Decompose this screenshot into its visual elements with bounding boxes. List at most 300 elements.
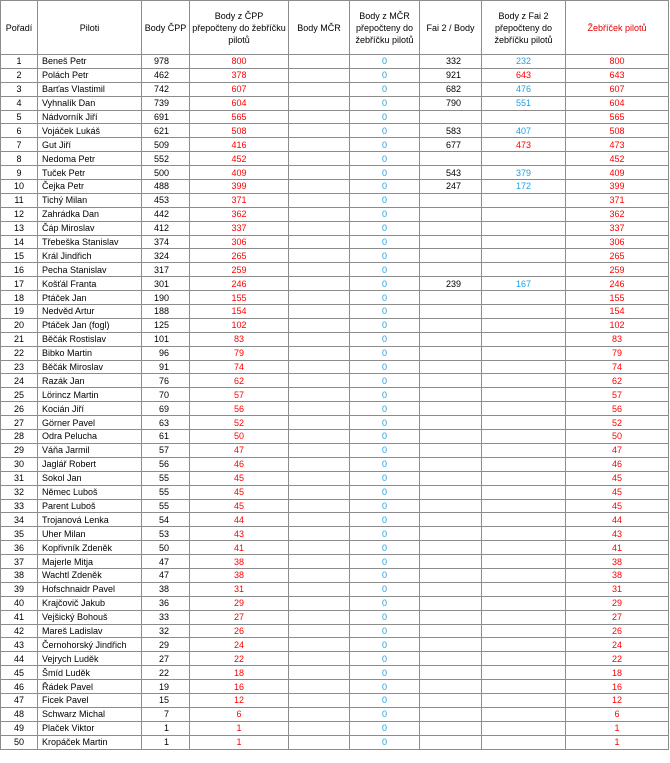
cell-fai-converted — [482, 624, 566, 638]
cell-cpp: 500 — [142, 166, 190, 180]
header-fai: Fai 2 / Body — [420, 1, 482, 55]
cell-cpp: 324 — [142, 249, 190, 263]
cell-cpp-converted: 1 — [190, 721, 289, 735]
table-row — [1, 318, 669, 332]
cell-rank: 4 — [1, 96, 38, 110]
cell-fai — [420, 457, 482, 471]
cell-rank: 32 — [1, 485, 38, 499]
cell-mcr — [289, 124, 350, 138]
cell-cpp-converted: 306 — [190, 235, 289, 249]
cell-mcr — [289, 638, 350, 652]
cell-cpp-converted: 38 — [190, 568, 289, 582]
table-row — [1, 513, 669, 527]
cell-cpp-converted: 29 — [190, 596, 289, 610]
cell-mcr-converted: 0 — [350, 374, 420, 388]
cell-fai — [420, 680, 482, 694]
cell-rank: 40 — [1, 596, 38, 610]
table-row — [1, 374, 669, 388]
cell-cpp: 301 — [142, 277, 190, 291]
cell-total: 452 — [566, 152, 669, 166]
cell-pilot: Třebeška Stanislav — [38, 235, 142, 249]
cell-total: 306 — [566, 235, 669, 249]
cell-fai-converted: 473 — [482, 138, 566, 152]
cell-cpp: 188 — [142, 305, 190, 319]
cell-rank: 19 — [1, 305, 38, 319]
cell-pilot: Razák Jan — [38, 374, 142, 388]
cell-total: 38 — [566, 555, 669, 569]
cell-fai-converted — [482, 735, 566, 749]
cell-fai — [420, 443, 482, 457]
cell-pilot: Kocián Jiří — [38, 402, 142, 416]
cell-mcr-converted: 0 — [350, 207, 420, 221]
cell-pilot: Schwarz Michal — [38, 707, 142, 721]
cell-cpp: 33 — [142, 610, 190, 624]
cell-fai — [420, 693, 482, 707]
cell-mcr-converted: 0 — [350, 193, 420, 207]
cell-mcr — [289, 221, 350, 235]
cell-fai-converted — [482, 499, 566, 513]
cell-mcr-converted: 0 — [350, 638, 420, 652]
cell-rank: 33 — [1, 499, 38, 513]
cell-rank: 48 — [1, 707, 38, 721]
header-rank: Pořadí — [1, 1, 38, 55]
cell-rank: 17 — [1, 277, 38, 291]
header-cpp: Body ČPP — [142, 1, 190, 55]
cell-cpp: 36 — [142, 596, 190, 610]
cell-fai-converted — [482, 582, 566, 596]
cell-cpp: 38 — [142, 582, 190, 596]
cell-mcr — [289, 249, 350, 263]
cell-fai — [420, 596, 482, 610]
cell-total: 508 — [566, 124, 669, 138]
cell-rank: 39 — [1, 582, 38, 596]
cell-mcr — [289, 207, 350, 221]
cell-fai — [420, 568, 482, 582]
cell-rank: 23 — [1, 360, 38, 374]
cell-fai-converted — [482, 652, 566, 666]
cell-rank: 31 — [1, 471, 38, 485]
table-row — [1, 207, 669, 221]
cell-pilot: Vyhnalík Dan — [38, 96, 142, 110]
cell-total: 56 — [566, 402, 669, 416]
cell-cpp: 22 — [142, 666, 190, 680]
cell-cpp-converted: 41 — [190, 541, 289, 555]
table-row — [1, 430, 669, 444]
cell-cpp-converted: 45 — [190, 471, 289, 485]
cell-mcr-converted: 0 — [350, 68, 420, 82]
cell-fai — [420, 652, 482, 666]
cell-fai-converted: 379 — [482, 166, 566, 180]
cell-rank: 46 — [1, 680, 38, 694]
cell-mcr-converted: 0 — [350, 318, 420, 332]
table-row — [1, 346, 669, 360]
cell-mcr-converted: 0 — [350, 610, 420, 624]
cell-cpp-converted: 46 — [190, 457, 289, 471]
cell-pilot: Čejka Petr — [38, 180, 142, 194]
table-row — [1, 305, 669, 319]
cell-cpp: 55 — [142, 471, 190, 485]
table-row — [1, 457, 669, 471]
cell-fai-converted — [482, 555, 566, 569]
cell-mcr-converted: 0 — [350, 527, 420, 541]
cell-cpp: 32 — [142, 624, 190, 638]
cell-mcr — [289, 610, 350, 624]
cell-fai-converted — [482, 346, 566, 360]
cell-total: 473 — [566, 138, 669, 152]
cell-total: 1 — [566, 721, 669, 735]
cell-cpp: 101 — [142, 332, 190, 346]
table-row — [1, 416, 669, 430]
cell-mcr-converted: 0 — [350, 180, 420, 194]
cell-fai — [420, 485, 482, 499]
cell-rank: 13 — [1, 221, 38, 235]
cell-cpp-converted: 259 — [190, 263, 289, 277]
table-row — [1, 180, 669, 194]
cell-total: 409 — [566, 166, 669, 180]
cell-total: 62 — [566, 374, 669, 388]
cell-rank: 30 — [1, 457, 38, 471]
cell-fai — [420, 624, 482, 638]
cell-mcr — [289, 471, 350, 485]
cell-total: 31 — [566, 582, 669, 596]
cell-pilot: Parent Luboš — [38, 499, 142, 513]
cell-cpp-converted: 74 — [190, 360, 289, 374]
cell-fai-converted — [482, 152, 566, 166]
cell-mcr — [289, 485, 350, 499]
table-row — [1, 193, 669, 207]
cell-pilot: Šmíd Luděk — [38, 666, 142, 680]
cell-cpp-converted: 604 — [190, 96, 289, 110]
cell-rank: 44 — [1, 652, 38, 666]
cell-mcr-converted: 0 — [350, 305, 420, 319]
table-row — [1, 263, 669, 277]
cell-rank: 15 — [1, 249, 38, 263]
cell-cpp: 1 — [142, 735, 190, 749]
table-row — [1, 652, 669, 666]
cell-mcr — [289, 82, 350, 96]
cell-cpp-converted: 47 — [190, 443, 289, 457]
cell-total: 57 — [566, 388, 669, 402]
cell-cpp: 47 — [142, 568, 190, 582]
cell-mcr-converted: 0 — [350, 235, 420, 249]
cell-rank: 10 — [1, 180, 38, 194]
cell-total: 604 — [566, 96, 669, 110]
cell-cpp: 29 — [142, 638, 190, 652]
cell-total: 45 — [566, 485, 669, 499]
cell-cpp-converted: 6 — [190, 707, 289, 721]
cell-cpp-converted: 416 — [190, 138, 289, 152]
cell-rank: 50 — [1, 735, 38, 749]
cell-pilot: Ptáček Jan — [38, 291, 142, 305]
cell-cpp: 27 — [142, 652, 190, 666]
cell-fai — [420, 471, 482, 485]
cell-total: 362 — [566, 207, 669, 221]
cell-fai-converted — [482, 541, 566, 555]
cell-fai-converted — [482, 568, 566, 582]
cell-mcr-converted: 0 — [350, 582, 420, 596]
cell-pilot: Běčák Rostislav — [38, 332, 142, 346]
cell-fai-converted — [482, 443, 566, 457]
cell-mcr — [289, 735, 350, 749]
table-row — [1, 152, 669, 166]
cell-mcr — [289, 527, 350, 541]
cell-rank: 3 — [1, 82, 38, 96]
cell-fai — [420, 582, 482, 596]
cell-mcr-converted: 0 — [350, 291, 420, 305]
table-row — [1, 443, 669, 457]
table-row — [1, 693, 669, 707]
cell-cpp: 442 — [142, 207, 190, 221]
cell-cpp-converted: 607 — [190, 82, 289, 96]
cell-cpp: 50 — [142, 541, 190, 555]
cell-mcr — [289, 360, 350, 374]
header-row — [1, 1, 669, 55]
cell-cpp: 47 — [142, 555, 190, 569]
cell-total: 74 — [566, 360, 669, 374]
cell-mcr — [289, 152, 350, 166]
cell-mcr — [289, 96, 350, 110]
cell-mcr — [289, 402, 350, 416]
cell-total: 399 — [566, 180, 669, 194]
cell-pilot: Řádek Pavel — [38, 680, 142, 694]
cell-rank: 8 — [1, 152, 38, 166]
cell-mcr — [289, 624, 350, 638]
cell-mcr — [289, 693, 350, 707]
table-row — [1, 680, 669, 694]
cell-total: 83 — [566, 332, 669, 346]
cell-mcr — [289, 568, 350, 582]
cell-mcr-converted: 0 — [350, 82, 420, 96]
table-row — [1, 596, 669, 610]
cell-fai: 790 — [420, 96, 482, 110]
cell-cpp-converted: 57 — [190, 388, 289, 402]
cell-fai-converted — [482, 193, 566, 207]
cell-cpp-converted: 102 — [190, 318, 289, 332]
cell-fai-converted — [482, 291, 566, 305]
cell-rank: 20 — [1, 318, 38, 332]
cell-mcr — [289, 68, 350, 82]
cell-rank: 28 — [1, 430, 38, 444]
cell-rank: 45 — [1, 666, 38, 680]
cell-cpp: 55 — [142, 485, 190, 499]
cell-fai — [420, 430, 482, 444]
cell-mcr-converted: 0 — [350, 541, 420, 555]
cell-fai-converted — [482, 249, 566, 263]
cell-mcr-converted: 0 — [350, 416, 420, 430]
cell-fai: 543 — [420, 166, 482, 180]
cell-total: 16 — [566, 680, 669, 694]
table-row — [1, 721, 669, 735]
header-mcr-converted: Body z MČR přepočteny do žebříčku pilotů — [350, 1, 420, 55]
cell-rank: 2 — [1, 68, 38, 82]
cell-cpp: 63 — [142, 416, 190, 430]
cell-fai-converted — [482, 360, 566, 374]
cell-total: 43 — [566, 527, 669, 541]
cell-fai-converted — [482, 305, 566, 319]
cell-rank: 11 — [1, 193, 38, 207]
table-row — [1, 110, 669, 124]
cell-rank: 43 — [1, 638, 38, 652]
cell-pilot: Barťas Vlastimil — [38, 82, 142, 96]
cell-mcr-converted: 0 — [350, 263, 420, 277]
table-row — [1, 582, 669, 596]
cell-pilot: Sokol Jan — [38, 471, 142, 485]
cell-rank: 49 — [1, 721, 38, 735]
cell-total: 41 — [566, 541, 669, 555]
cell-mcr — [289, 235, 350, 249]
cell-fai — [420, 346, 482, 360]
header-cpp-converted: Body z ČPP přepočteny do žebříčku pilotů — [190, 1, 289, 55]
cell-mcr — [289, 305, 350, 319]
cell-mcr-converted: 0 — [350, 152, 420, 166]
table-row — [1, 124, 669, 138]
cell-cpp-converted: 22 — [190, 652, 289, 666]
cell-total: 38 — [566, 568, 669, 582]
cell-fai — [420, 249, 482, 263]
cell-cpp-converted: 62 — [190, 374, 289, 388]
cell-fai-converted — [482, 721, 566, 735]
cell-fai-converted: 167 — [482, 277, 566, 291]
cell-cpp: 978 — [142, 55, 190, 69]
cell-pilot: Váňa Jarmil — [38, 443, 142, 457]
cell-mcr-converted: 0 — [350, 277, 420, 291]
cell-rank: 27 — [1, 416, 38, 430]
cell-pilot: Wachtl Zdeněk — [38, 568, 142, 582]
cell-rank: 29 — [1, 443, 38, 457]
cell-cpp: 691 — [142, 110, 190, 124]
table-row — [1, 277, 669, 291]
cell-total: 265 — [566, 249, 669, 263]
cell-mcr — [289, 430, 350, 444]
cell-rank: 35 — [1, 527, 38, 541]
header-fai-converted: Body z Fai 2 přepočteny do žebříčku pilotů — [482, 1, 566, 55]
cell-cpp-converted: 38 — [190, 555, 289, 569]
cell-fai-converted — [482, 110, 566, 124]
cell-fai — [420, 499, 482, 513]
cell-mcr — [289, 180, 350, 194]
table-row — [1, 555, 669, 569]
cell-mcr-converted: 0 — [350, 360, 420, 374]
cell-cpp-converted: 16 — [190, 680, 289, 694]
cell-pilot: Čáp Miroslav — [38, 221, 142, 235]
cell-cpp: 56 — [142, 457, 190, 471]
cell-mcr — [289, 707, 350, 721]
cell-pilot: Nedvěd Artur — [38, 305, 142, 319]
cell-fai — [420, 527, 482, 541]
cell-cpp: 76 — [142, 374, 190, 388]
cell-pilot: Mareš Ladislav — [38, 624, 142, 638]
cell-rank: 47 — [1, 693, 38, 707]
cell-pilot: Hofschnaidr Pavel — [38, 582, 142, 596]
cell-cpp: 15 — [142, 693, 190, 707]
cell-mcr — [289, 277, 350, 291]
cell-fai-converted — [482, 485, 566, 499]
cell-mcr — [289, 555, 350, 569]
cell-cpp: 19 — [142, 680, 190, 694]
cell-mcr-converted: 0 — [350, 96, 420, 110]
cell-fai-converted — [482, 471, 566, 485]
cell-cpp: 61 — [142, 430, 190, 444]
cell-total: 6 — [566, 707, 669, 721]
cell-mcr — [289, 193, 350, 207]
cell-rank: 18 — [1, 291, 38, 305]
cell-total: 46 — [566, 457, 669, 471]
cell-fai — [420, 374, 482, 388]
cell-fai-converted — [482, 666, 566, 680]
cell-rank: 24 — [1, 374, 38, 388]
cell-cpp: 374 — [142, 235, 190, 249]
cell-cpp-converted: 155 — [190, 291, 289, 305]
cell-total: 259 — [566, 263, 669, 277]
cell-pilot: Nedoma Petr — [38, 152, 142, 166]
cell-mcr-converted: 0 — [350, 513, 420, 527]
cell-mcr-converted: 0 — [350, 221, 420, 235]
cell-fai-converted — [482, 707, 566, 721]
cell-fai — [420, 318, 482, 332]
cell-pilot: Kropáček Martin — [38, 735, 142, 749]
table-row — [1, 471, 669, 485]
cell-total: 565 — [566, 110, 669, 124]
cell-mcr — [289, 499, 350, 513]
cell-rank: 25 — [1, 388, 38, 402]
cell-fai — [420, 721, 482, 735]
cell-cpp: 1 — [142, 721, 190, 735]
cell-mcr — [289, 291, 350, 305]
cell-pilot: Ptáček Jan (fogl) — [38, 318, 142, 332]
cell-total: 1 — [566, 735, 669, 749]
cell-fai-converted — [482, 221, 566, 235]
cell-pilot: Polách Petr — [38, 68, 142, 82]
cell-rank: 9 — [1, 166, 38, 180]
cell-mcr-converted: 0 — [350, 735, 420, 749]
cell-cpp-converted: 26 — [190, 624, 289, 638]
cell-fai — [420, 638, 482, 652]
cell-total: 607 — [566, 82, 669, 96]
cell-mcr-converted: 0 — [350, 55, 420, 69]
cell-rank: 16 — [1, 263, 38, 277]
cell-cpp: 742 — [142, 82, 190, 96]
header-mcr: Body MČR — [289, 1, 350, 55]
cell-fai-converted — [482, 332, 566, 346]
cell-cpp: 125 — [142, 318, 190, 332]
cell-fai-converted — [482, 610, 566, 624]
table-row — [1, 96, 669, 110]
table-row — [1, 707, 669, 721]
cell-cpp-converted: 24 — [190, 638, 289, 652]
cell-fai: 239 — [420, 277, 482, 291]
table-row — [1, 166, 669, 180]
cell-mcr — [289, 666, 350, 680]
cell-total: 246 — [566, 277, 669, 291]
cell-mcr-converted: 0 — [350, 680, 420, 694]
cell-cpp-converted: 83 — [190, 332, 289, 346]
cell-mcr-converted: 0 — [350, 568, 420, 582]
table-row — [1, 221, 669, 235]
cell-cpp-converted: 154 — [190, 305, 289, 319]
cell-cpp-converted: 31 — [190, 582, 289, 596]
cell-fai — [420, 193, 482, 207]
cell-total: 12 — [566, 693, 669, 707]
cell-mcr — [289, 318, 350, 332]
table-row — [1, 610, 669, 624]
cell-fai — [420, 221, 482, 235]
cell-cpp-converted: 265 — [190, 249, 289, 263]
cell-mcr-converted: 0 — [350, 721, 420, 735]
cell-mcr — [289, 582, 350, 596]
cell-mcr — [289, 346, 350, 360]
table-row — [1, 527, 669, 541]
table-row — [1, 666, 669, 680]
